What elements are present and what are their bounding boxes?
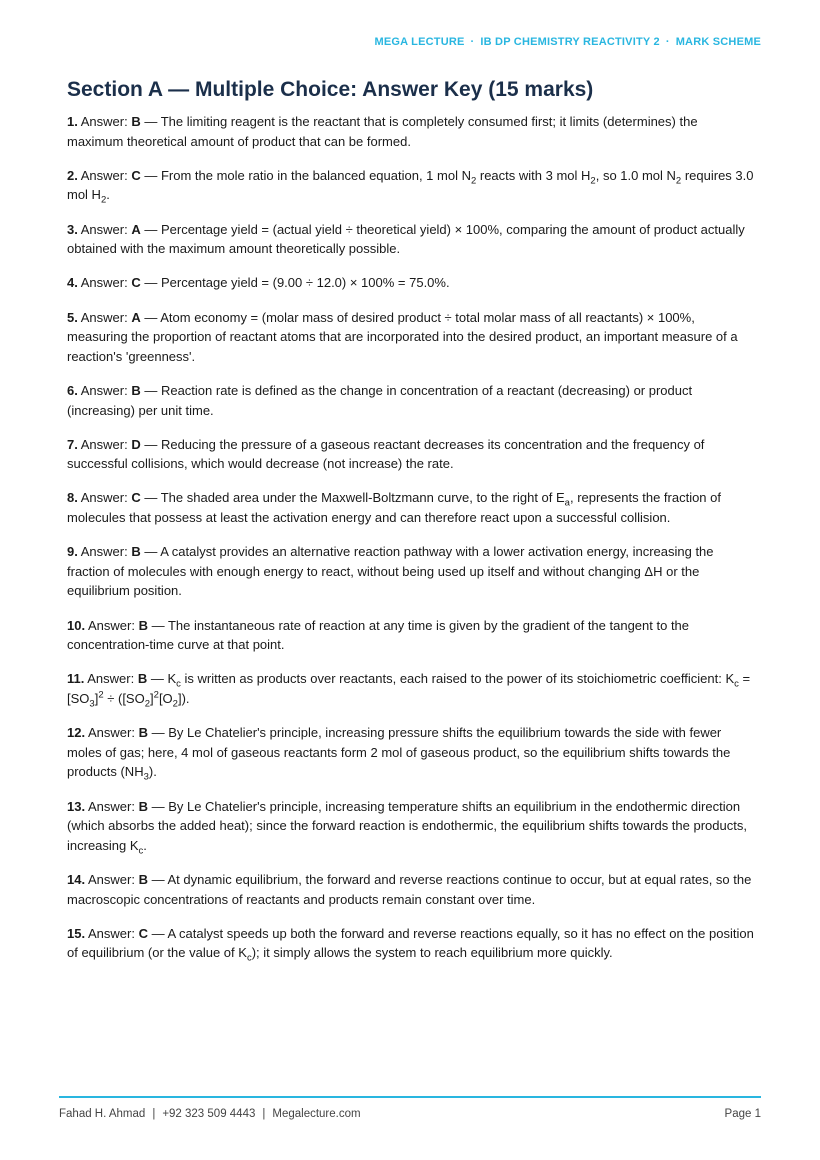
subscript: 2 xyxy=(100,194,107,206)
answer-number: 8. xyxy=(67,490,78,506)
subscript: c xyxy=(246,952,252,964)
answer-text: ]). xyxy=(177,691,190,706)
answer-prefix: Answer: xyxy=(87,798,135,814)
answer-prefix: Answer: xyxy=(87,671,135,687)
answer-letter: A xyxy=(131,221,141,237)
header-separator: · xyxy=(470,36,475,48)
answer-number: 12. xyxy=(67,725,86,741)
answer-letter: D xyxy=(131,436,141,452)
answer-item xyxy=(67,435,757,474)
answer-text: — A catalyst speeds up both the forward and reverse reactions equally, so it has no effect on the position of equilibrium (or the value of K xyxy=(67,925,754,961)
answer-letter: C xyxy=(131,490,141,506)
answer-text: — Percentage yield = (actual yield ÷ theoretical yield) × 100%, comparing the amount of product actually obtained with the maximum amount theoretically possible. xyxy=(67,221,745,257)
answer-letter: A xyxy=(131,309,141,325)
answer-item xyxy=(67,166,757,205)
answer-text: [O xyxy=(158,691,173,706)
answer-text: . xyxy=(143,837,147,853)
subscript: 3 xyxy=(143,771,149,783)
subscript: c xyxy=(138,845,144,857)
answer-text: is written as products over reactants, each raised to the power of its stoichiometric coefficient: K xyxy=(180,671,735,687)
header-course: IB DP CHEMISTRY REACTIVITY 2 xyxy=(480,36,660,48)
answer-prefix: Answer: xyxy=(80,490,128,506)
answer-letter: B xyxy=(138,725,148,741)
answer-number: 5. xyxy=(67,309,78,325)
answer-text: ). xyxy=(148,764,157,780)
header-doc-type: MARK SCHEME xyxy=(675,36,761,48)
answer-prefix: Answer: xyxy=(80,275,128,291)
footer-author: Fahad H. Ahmad xyxy=(59,1108,146,1120)
answer-number: 11. xyxy=(67,671,85,687)
answer-text: — From the mole ratio in the balanced equation, 1 mol N xyxy=(140,167,471,183)
answer-prefix: Answer: xyxy=(80,221,128,237)
answer-number: 15. xyxy=(67,925,86,941)
subscript: c xyxy=(734,679,739,690)
answer-number: 7. xyxy=(67,436,78,452)
answer-text: ] xyxy=(94,691,99,706)
answer-number: 14. xyxy=(67,871,86,887)
answer-number: 9. xyxy=(67,544,78,560)
answer-prefix: Answer: xyxy=(80,114,128,129)
subscript: 2 xyxy=(172,698,178,710)
answer-letter: B xyxy=(131,544,141,560)
answer-number: 2. xyxy=(67,167,78,183)
answer-letter: B xyxy=(137,671,148,687)
answer-text: — By Le Chatelier's principle, increasing temperature shifts an equilibrium in the endothermic direction (which absorbs the added heat); since the forward reaction is endothermic, the equilibrium shifts towards the products, increasing K xyxy=(67,798,747,853)
answer-prefix: Answer: xyxy=(80,167,128,183)
answer-number: 10. xyxy=(67,617,86,633)
answer-item xyxy=(67,616,757,655)
answer-list xyxy=(67,112,757,978)
answer-number: 3. xyxy=(67,221,78,237)
answer-letter: B xyxy=(138,871,148,887)
answer-prefix: Answer: xyxy=(87,925,135,941)
answer-text: — At dynamic equilibrium, the forward and reverse reactions continue to occur, but at equal rates, so the macroscopic concentrations of reactants and products remain constant over time. xyxy=(67,871,752,907)
footer-pipe: | xyxy=(152,1108,156,1120)
answer-letter: B xyxy=(131,114,141,129)
section-title: Section A — Multiple Choice: Answer Key (15 marks) xyxy=(67,78,594,101)
answer-text: reacts with 3 mol H xyxy=(476,167,591,183)
answer-text: ÷ ([SO xyxy=(103,691,145,706)
answer-letter: B xyxy=(138,798,148,814)
subscript: 2 xyxy=(590,175,596,187)
answer-prefix: Answer: xyxy=(80,544,128,560)
answer-letter: C xyxy=(131,167,141,183)
answer-text: — A catalyst provides an alternative reaction pathway with a lower activation energy, increasing the fraction of molecules with enough energy to react, without being used up itself and without changing ΔH or the equilibrium position. xyxy=(67,544,714,599)
header-org: MEGA LECTURE xyxy=(374,36,465,48)
footer-contact xyxy=(59,1108,361,1120)
answer-text: — The instantaneous rate of reaction at any time is given by the gradient of the tangent to the concentration-time curve at that point. xyxy=(67,617,690,653)
answer-prefix: Answer: xyxy=(87,871,135,887)
answer-item xyxy=(67,723,757,782)
subscript: 2 xyxy=(675,175,682,187)
answer-item xyxy=(67,273,757,293)
superscript: 2 xyxy=(98,689,104,701)
answer-text: requires 3.0 mol H xyxy=(67,167,754,203)
answer-text: — The shaded area under the Maxwell-Boltzmann curve, to the right of E xyxy=(140,490,565,506)
subscript: 3 xyxy=(89,698,95,710)
answer-prefix: Answer: xyxy=(87,725,135,741)
answer-number: 4. xyxy=(67,275,78,291)
answer-text: ); it simply allows the system to reach equilibrium more quickly. xyxy=(251,945,613,961)
answer-text: — K xyxy=(147,671,177,687)
answer-prefix: Answer: xyxy=(80,382,128,398)
answer-text: — Percentage yield = (9.00 ÷ 12.0) × 100% = 75.0%. xyxy=(140,275,450,291)
subscript: 2 xyxy=(144,698,151,710)
answer-item xyxy=(67,669,757,708)
subscript: c xyxy=(176,679,181,690)
answer-text: — By Le Chatelier's principle, increasing pressure shifts the equilibrium towards the side with fewer moles of gas; here, 4 mol of gaseous reactants form 2 mol of gaseous product, so the equilibrium shifts towards the products (NH xyxy=(67,725,731,780)
header-separator: · xyxy=(665,36,670,48)
answer-item xyxy=(67,381,757,420)
answer-text: = [SO xyxy=(67,671,751,706)
answer-number: 6. xyxy=(67,382,78,398)
subscript: a xyxy=(564,498,570,510)
answer-text: ] xyxy=(150,691,154,706)
answer-number: 1. xyxy=(67,114,78,129)
answer-item xyxy=(67,870,757,909)
answer-prefix: Answer: xyxy=(80,309,128,325)
footer-phone: +92 323 509 4443 xyxy=(162,1108,256,1120)
answer-text: — The limiting reagent is the reactant that is completely consumed first; it limits (determines) the maximum theoretical amount of product that can be formed. xyxy=(67,114,698,149)
answer-text: . xyxy=(106,187,110,203)
answer-text: — Reducing the pressure of a gaseous reactant decreases its concentration and the frequency of successful collisions, which would decrease (not increase) the rate. xyxy=(67,436,705,472)
answer-letter: C xyxy=(138,925,148,941)
answer-letter: C xyxy=(131,275,141,291)
answer-text: , represents the fraction of molecules that possess at least the activation energy and can therefore react upon a successful collision. xyxy=(67,490,721,526)
answer-number: 13. xyxy=(67,798,86,814)
running-header xyxy=(375,36,761,48)
answer-item xyxy=(67,488,757,527)
answer-text: , so 1.0 mol N xyxy=(595,167,676,183)
subscript: 2 xyxy=(470,175,477,187)
answer-item xyxy=(67,924,757,963)
answer-letter: B xyxy=(138,617,148,633)
answer-prefix: Answer: xyxy=(80,436,128,452)
answer-item xyxy=(67,797,757,856)
answer-prefix: Answer: xyxy=(87,617,135,633)
answer-text: — Reaction rate is defined as the change in concentration of a reactant (decreasing) or product (increasing) per unit time. xyxy=(67,382,693,418)
footer-pipe: | xyxy=(262,1108,266,1120)
footer-divider xyxy=(59,1096,761,1098)
superscript: 2 xyxy=(153,689,159,701)
answer-item xyxy=(67,220,757,259)
answer-text: — Atom economy = (molar mass of desired product ÷ total molar mass of all reactants) × 100%, measuring the proportion of reactant atoms that are incorporated into the desired product, an important measure of a reaction's 'greenness'. xyxy=(67,309,738,364)
answer-item xyxy=(67,112,757,151)
answer-item xyxy=(67,542,757,601)
page-number: Page 1 xyxy=(724,1108,761,1120)
footer-website: Megalecture.com xyxy=(272,1108,361,1120)
answer-letter: B xyxy=(131,382,141,398)
answer-item xyxy=(67,308,757,367)
